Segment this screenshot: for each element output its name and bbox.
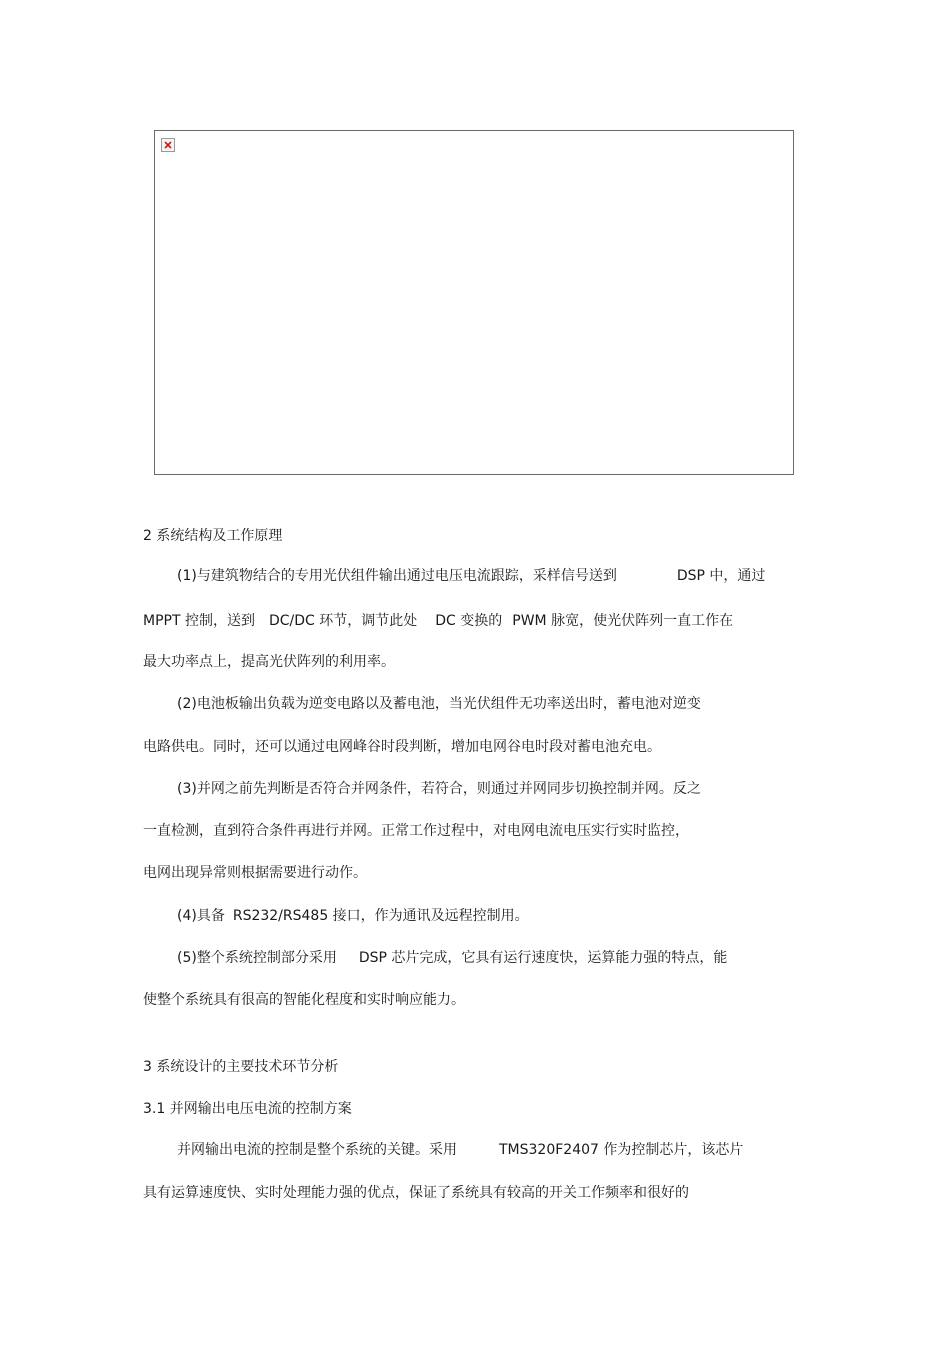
paragraph-3-line-2: 一直检测，直到符合条件再进行并网。正常工作过程中，对电网电流电压实行实时监控， (143, 823, 689, 839)
p1-text-b: DSP 中，通过 (676, 568, 766, 584)
paragraph-4-line-1 (177, 907, 529, 925)
figure-placeholder (154, 130, 794, 475)
p6-text-b: TMS320F2407 作为控制芯片，该芯片 (499, 1142, 744, 1158)
paragraph-6-line-1 (177, 1141, 743, 1159)
p1-text-f: PWM 脉宽，使光伏阵列一直工作在 (512, 613, 734, 629)
p1-text-a: (1)与建筑物结合的专用光伏组件输出通过电压电流跟踪，采样信号送到 (177, 568, 617, 584)
p6-text-a: 并网输出电流的控制是整个系统的关键。采用 (177, 1142, 457, 1158)
paragraph-6-line-2: 具有运算速度快、实时处理能力强的优点，保证了系统具有较高的开关工作频率和很好的 (143, 1185, 689, 1201)
p1-text-c: MPPT 控制，送到 (143, 613, 255, 629)
section-3-heading: 3 系统设计的主要技术环节分析 (143, 1059, 339, 1075)
paragraph-2-line-2: 电路供电。同时，还可以通过电网峰谷时段判断，增加电网谷电时段对蓄电池充电。 (143, 739, 661, 755)
paragraph-3-line-1: (3)并网之前先判断是否符合并网条件，若符合，则通过并网同步切换控制并网。反之 (177, 781, 701, 797)
p1-text-e: DC 变换的 (435, 613, 503, 629)
p5-text-a: (5)整个系统控制部分采用 (177, 950, 337, 966)
section-2-heading: 2 系统结构及工作原理 (143, 528, 283, 544)
broken-image-icon (161, 138, 175, 152)
section-3-1-heading: 3.1 并网输出电压电流的控制方案 (143, 1101, 352, 1117)
p1-text-d: DC/DC 环节，调节此处 (268, 613, 418, 629)
paragraph-1-line-3: 最大功率点上，提高光伏阵列的利用率。 (143, 654, 395, 670)
paragraph-3-line-3: 电网出现异常则根据需要进行动作。 (143, 865, 367, 881)
p4-text-a: (4)具备 (177, 908, 225, 924)
p4-text-b: RS232/RS485 接口，作为通讯及远程控制用。 (232, 908, 529, 924)
paragraph-5-line-1 (177, 949, 727, 967)
paragraph-1-line-2 (143, 612, 733, 630)
paragraph-5-line-2: 使整个系统具有很高的智能化程度和实时响应能力。 (143, 992, 465, 1008)
paragraph-1-line-1 (177, 567, 765, 585)
p5-text-b: DSP 芯片完成，它具有运行速度快，运算能力强的特点，能 (358, 950, 728, 966)
paragraph-2-line-1: (2)电池板输出负载为逆变电路以及蓄电池，当光伏组件无功率送出时，蓄电池对逆变 (177, 696, 701, 712)
